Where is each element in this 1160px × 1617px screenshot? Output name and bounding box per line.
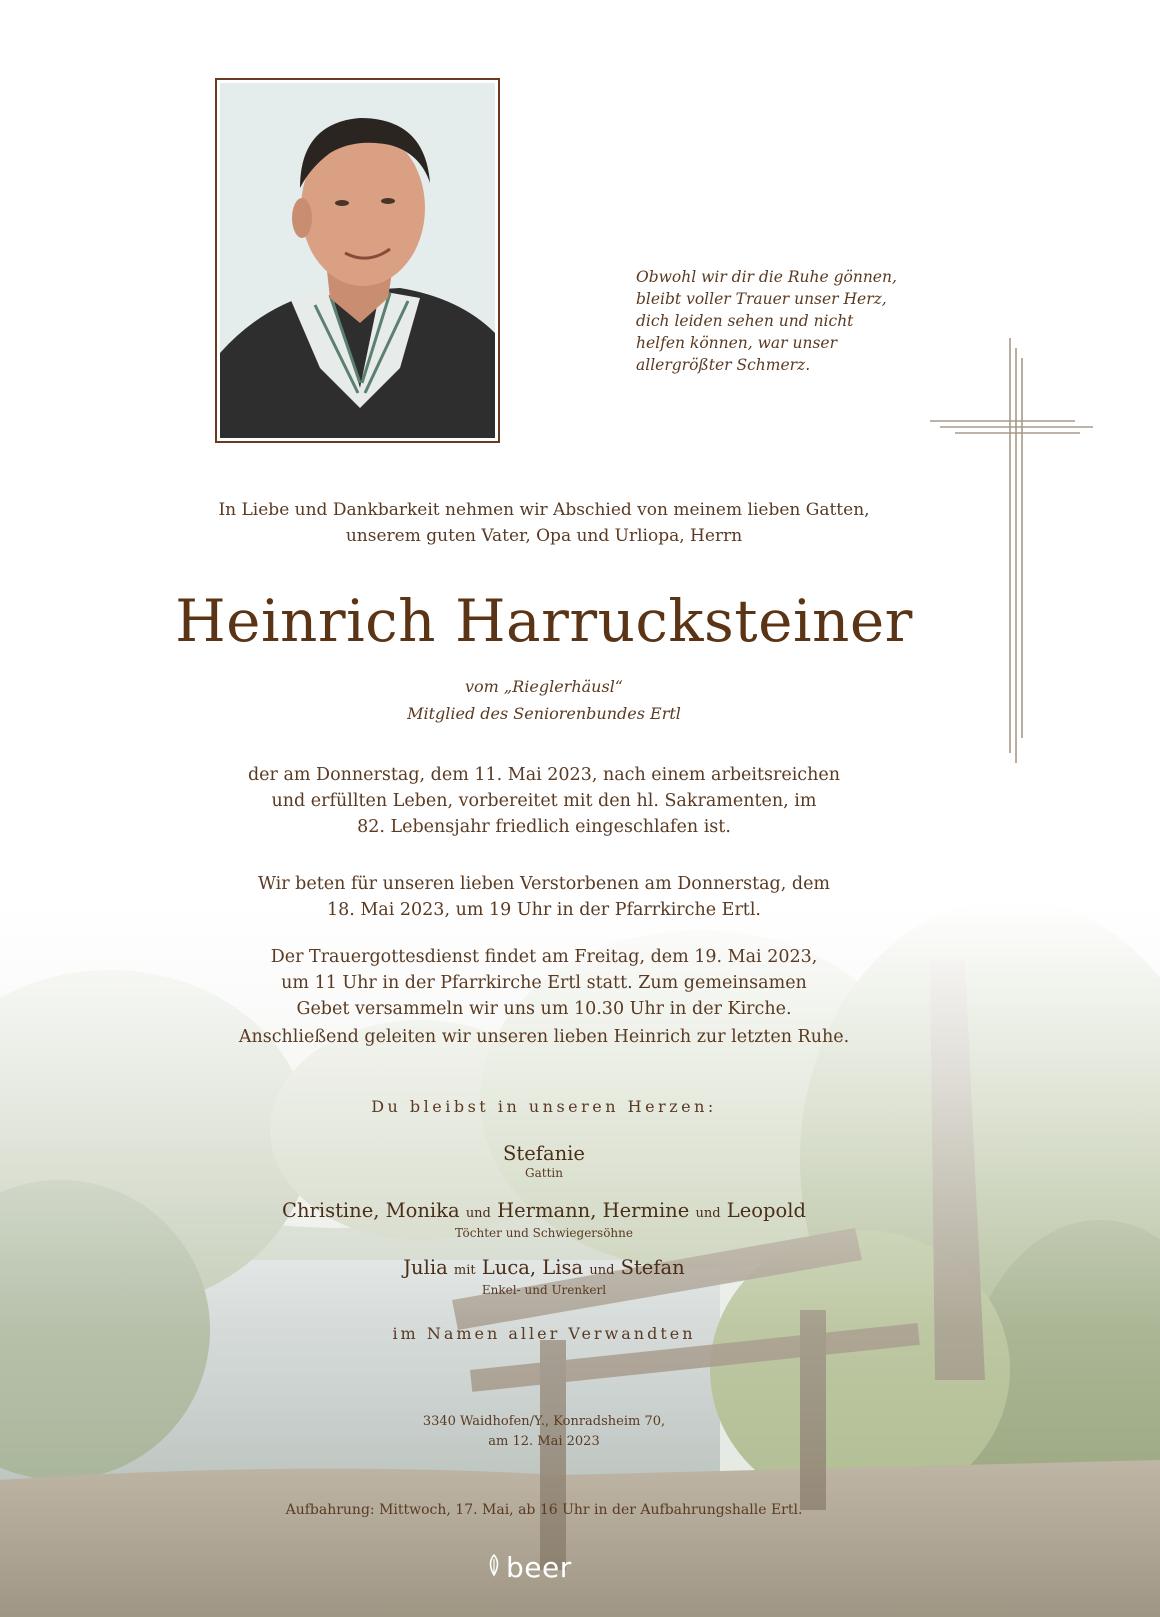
death-line: 82. Lebensjahr friedlich eingeschlafen ist. xyxy=(357,817,731,837)
grandchild-name: Stefan xyxy=(620,1256,685,1279)
death-line: der am Donnerstag, dem 11. Mai 2023, nach einem arbeitsreichen xyxy=(247,765,841,785)
heart-line: Du bleibst in unseren Herzen: xyxy=(371,1097,717,1116)
deceased-name: Heinrich Harrucksteiner xyxy=(175,587,913,655)
viewing-notice: Aufbahrung: Mittwoch, 17. Mai, ab 16 Uhr in der Aufbahrungshalle Ertl. xyxy=(285,1502,803,1518)
children-role: Töchter und Schwiegersöhne xyxy=(455,1226,633,1240)
death-line: und erfüllten Leben, vorbereitet mit den hl. Sakramenten, im xyxy=(271,791,817,811)
intro-line: unserem guten Vater, Opa und Urliopa, Herrn xyxy=(345,526,743,546)
conjunction: und xyxy=(695,1206,721,1221)
conjunction: mit xyxy=(453,1263,476,1278)
place-date xyxy=(0,1412,1088,1452)
mass-line: Der Trauergottesdienst findet am Freitag, dem 19. Mai 2023, xyxy=(270,947,818,967)
grandchildren-role: Enkel- und Urenkerl xyxy=(481,1283,607,1297)
logo-text: beer xyxy=(506,1550,572,1584)
burial-notice: Anschließend geleiten wir unseren lieben Heinrich zur letzten Ruhe. xyxy=(238,1027,850,1047)
children-name: Hermann, Hermine xyxy=(497,1199,690,1222)
conjunction: und xyxy=(465,1206,491,1221)
quote-line: Obwohl wir dir die Ruhe gönnen, xyxy=(636,268,897,286)
spouse-name: Stefanie xyxy=(503,1142,585,1165)
date-line: am 12. Mai 2023 xyxy=(488,1434,600,1449)
family-children xyxy=(0,1199,1088,1240)
grandchild-name: Julia xyxy=(403,1256,448,1279)
portrait-photo-frame xyxy=(215,78,500,443)
quote-line: allergrößter Schmerz. xyxy=(636,356,811,374)
intro-text xyxy=(0,497,1088,549)
relatives-line: im Namen aller Verwandten xyxy=(392,1324,696,1343)
quote-line: helfen können, war unser xyxy=(636,334,837,352)
grandchild-name: Luca, Lisa xyxy=(481,1256,584,1279)
mass-line: um 11 Uhr in der Pfarrkirche Ertl statt. Zum gemeinsamen xyxy=(281,973,807,993)
prayer-line: 18. Mai 2023, um 19 Uhr in der Pfarrkirche Ertl. xyxy=(327,900,761,920)
prayer-notice xyxy=(0,871,1088,923)
leaf-icon xyxy=(486,1553,502,1581)
spouse-role: Gattin xyxy=(525,1166,563,1180)
membership: Mitglied des Seniorenbundes Ertl xyxy=(407,704,681,723)
intro-line: In Liebe und Dankbarkeit nehmen wir Abschied von meinem lieben Gatten, xyxy=(218,500,870,520)
mass-line: Gebet versammeln wir uns um 10.30 Uhr in der Kirche. xyxy=(296,999,792,1019)
family-grandchildren xyxy=(0,1256,1088,1297)
conjunction: und xyxy=(589,1263,615,1278)
grandchildren-names xyxy=(0,1256,1088,1283)
portrait-photo xyxy=(220,83,495,438)
funeral-mass-notice xyxy=(0,944,1088,1022)
children-name: Leopold xyxy=(726,1199,806,1222)
quote-line: dich leiden sehen und nicht xyxy=(636,312,854,330)
nickname: vom „Rieglerhäusl“ xyxy=(465,677,623,696)
children-name: Christine, Monika xyxy=(282,1199,460,1222)
place-line: 3340 Waidhofen/Y., Konradsheim 70, xyxy=(422,1414,666,1429)
family-spouse xyxy=(0,1142,1088,1180)
deceased-details xyxy=(0,673,1088,727)
beer-logo xyxy=(486,1547,586,1587)
quote-line: bleibt voller Trauer unser Herz, xyxy=(636,290,887,308)
prayer-line: Wir beten für unseren lieben Verstorbenen am Donnerstag, dem xyxy=(257,874,831,894)
death-notice xyxy=(0,762,1088,840)
poem-quote xyxy=(636,266,936,376)
children-names xyxy=(0,1199,1088,1226)
